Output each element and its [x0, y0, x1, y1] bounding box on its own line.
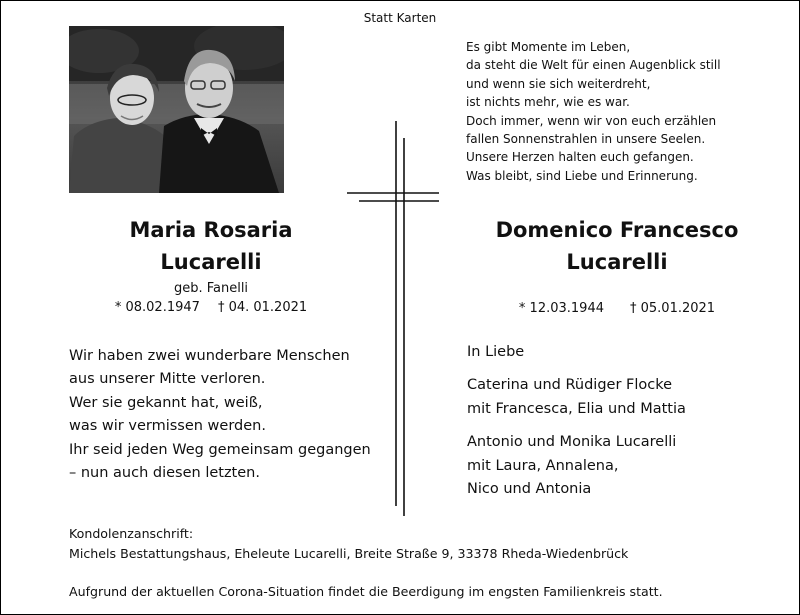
poem-line: und wenn sie sich weiterdreht,: [466, 76, 651, 91]
verse-line: aus unserer Mitte verloren.: [69, 371, 266, 388]
deceased-right-died: † 05.01.2021: [630, 301, 716, 316]
deceased-right-first-names: Domenico Francesco: [495, 218, 739, 242]
mourner-line: mit Francesca, Elia und Mattia: [467, 400, 686, 417]
mourner-line: mit Laura, Annalena,: [467, 457, 619, 474]
deceased-left-died: † 04. 01.2021: [217, 300, 308, 315]
deceased-left-nee: geb. Fanelli: [173, 281, 249, 296]
deceased-left-name: [61, 214, 361, 278]
mourner-line: Antonio und Monika Lucarelli: [467, 434, 677, 451]
memorial-verse: [69, 345, 371, 485]
deceased-right-born: * 12.03.1944: [518, 301, 604, 316]
portrait-couple-photo: [69, 26, 284, 193]
poem-line: Es gibt Momente im Leben,: [466, 40, 631, 54]
poem-line: fallen Sonnenstrahlen in unsere Seelen.: [466, 132, 706, 147]
mourner-group: [467, 431, 686, 501]
mourner-line: Nico und Antonia: [467, 481, 592, 498]
poem-line: Unsere Herzen halten euch gefangen.: [466, 150, 694, 165]
deceased-left-born: * 08.02.1947: [114, 300, 200, 315]
verse-line: Wir haben zwei wunderbare Menschen: [69, 348, 350, 364]
deceased-right-dates: [467, 301, 767, 316]
photo-image: [69, 26, 284, 193]
condolence-address: Michels Bestattungshaus, Eheleute Lucarelli, Breite Straße 9, 33378 Rheda-Wiedenbrück: [69, 546, 629, 561]
deceased-left-dates: [61, 300, 361, 315]
deceased-right-name: [467, 214, 767, 278]
verse-line: Wer sie gekannt hat, weiß,: [69, 394, 263, 411]
deceased-left-surname: Lucarelli: [160, 250, 262, 274]
mourner-line: Caterina und Rüdiger Flocke: [467, 377, 673, 394]
condolence-address-block: [69, 524, 628, 564]
poem: [466, 38, 786, 185]
verse-line: Ihr seid jeden Weg gemeinsam gegangen: [69, 441, 371, 458]
deceased-right-surname: Lucarelli: [566, 250, 668, 274]
poem-line: Doch immer, wenn wir von euch erzählen: [466, 113, 717, 128]
header-text: Statt Karten: [363, 11, 437, 25]
mourner-group: [467, 374, 686, 421]
poem-line: Was bleibt, sind Liebe und Erinnerung.: [466, 168, 698, 183]
mourners-intro: In Liebe: [467, 344, 525, 360]
verse-line: – nun auch diesen letzten.: [69, 465, 260, 482]
poem-line: da steht die Welt für einen Augenblick still: [466, 58, 721, 73]
verse-line: was wir vermissen werden.: [69, 418, 266, 435]
condolence-label: Kondolenzanschrift:: [69, 526, 194, 541]
deceased-left-first-names: Maria Rosaria: [129, 218, 293, 242]
mourners-list: [467, 341, 686, 501]
funeral-note: Aufgrund der aktuellen Corona-Situation findet die Beerdigung im engsten Familienkreis statt.: [69, 584, 663, 599]
poem-line: ist nichts mehr, wie es war.: [466, 95, 630, 110]
